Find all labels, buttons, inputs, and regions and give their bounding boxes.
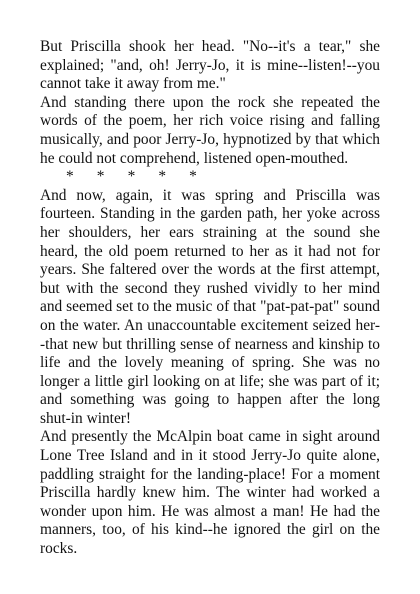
document-page <box>40 38 380 559</box>
paragraph-spring-fourteen: And now, again, it was spring and Priscilla was fourteen. Standing in the garden path, her yoke across her shoulders, her ears straining at the sound she heard, the old poem returned to her as it had not for years. She faltered over the words at the first attempt, but with the second they rushed vividly to her mind and seemed set to the music of that "pat-pat-pat" sound on the water. An unaccountable excitement seized her--that new but thrilling sense of nearness and kinship to life and the lovely meaning of spring. She was no longer a little girl looking on at life; she was part of it; and something was going to happen after the long shut-in winter! <box>40 186 380 427</box>
section-break: * * * * * <box>66 168 197 186</box>
paragraph-poem-recital: And standing there upon the rock she repeated the words of the poem, her rich voice rising and falling musically, and poor Jerry-Jo, hypnotized by that which he could not comprehend, listened open-mouthed. <box>40 93 380 167</box>
paragraph-priscilla-tear: But Priscilla shook her head. "No--it's a tear," she explained; "and, oh! Jerry-Jo, it is mine--listen!--you cannot take it away from me." <box>40 38 380 93</box>
paragraph-mcalpin-boat: And presently the McAlpin boat came in sight around Lone Tree Island and in it stood Jerry-Jo quite alone, paddling straight for the landing-place! For a moment Priscilla hardly knew him. The winter had worked a wonder upon him. He was almost a man! He had the manners, too, of his kind--he ignored the girl on the rocks. <box>40 428 380 558</box>
